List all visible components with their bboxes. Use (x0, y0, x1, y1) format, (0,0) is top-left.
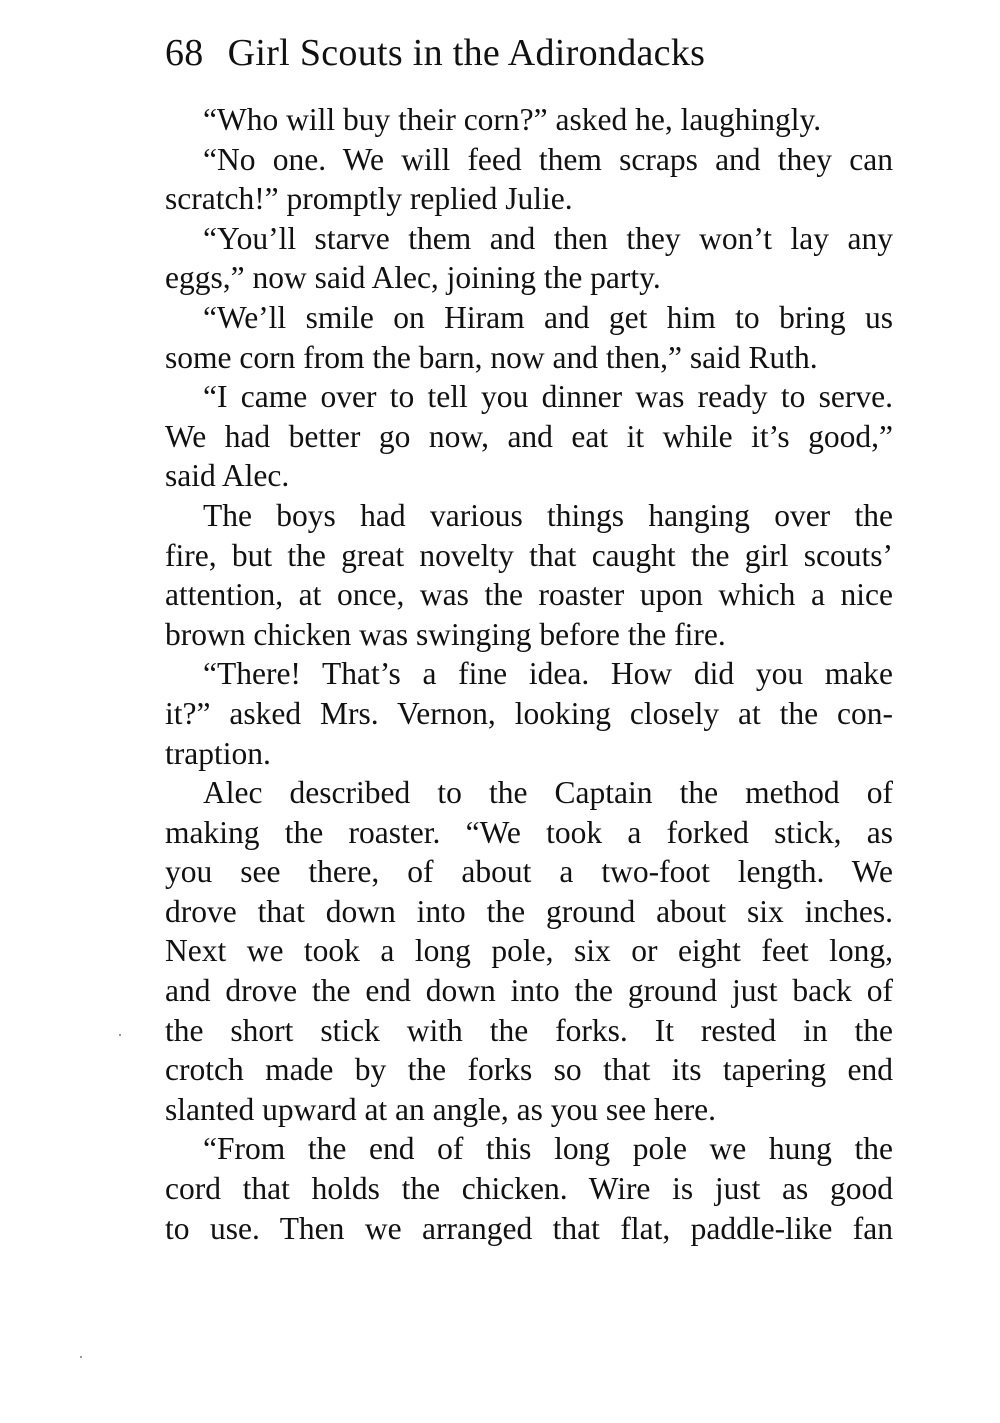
text-line: “You’ll starve them and then they won’t lay any (203, 220, 893, 256)
text-line: cord that holds the chicken. Wire is just as good (165, 1171, 893, 1207)
text-line: eggs,” now said Alec, joining the party. (165, 260, 661, 296)
text-line: attention, at once, was the roaster upon which a nice (165, 577, 893, 613)
text-line: the short stick with the forks. It rested in the (165, 1012, 893, 1048)
text-line: scratch!” promptly replied Julie. (165, 181, 573, 217)
text-line: “From the end of this long pole we hung the (203, 1131, 893, 1167)
running-header (165, 28, 895, 78)
text-line: “We’ll smile on Hiram and get him to bring us (203, 299, 893, 335)
scan-speck (119, 1034, 121, 1036)
text-line: We had better go now, and eat it while it’s good,” (165, 418, 893, 454)
text-line: crotch made by the forks so that its tapering end (165, 1052, 893, 1088)
text-line: you see there, of about a two-foot length. We (165, 854, 893, 890)
text-line: “There! That’s a fine idea. How did you make (203, 656, 893, 692)
book-title: Girl Scouts in the Adirondacks (227, 32, 706, 74)
text-line: The boys had various things hanging over the (203, 497, 893, 533)
text-line: drove that down into the ground about six inches. (165, 893, 893, 929)
text-line: brown chicken was swinging before the fire. (165, 616, 726, 652)
text-line: “Who will buy their corn?” asked he, laughingly. (203, 102, 822, 137)
text-line: “No one. We will feed them scraps and they can (203, 141, 893, 177)
text-line: it?” asked Mrs. Vernon, looking closely at the con- (165, 695, 893, 731)
text-line: making the roaster. “We took a forked stick, as (165, 814, 893, 850)
body-text (165, 100, 893, 1248)
text-line: fire, but the great novelty that caught the girl scouts’ (165, 537, 893, 573)
text-line: Next we took a long pole, six or eight feet long, (165, 933, 893, 969)
text-line: some corn from the barn, now and then,” said Ruth. (165, 339, 818, 375)
text-line: to use. Then we arranged that flat, paddle-like fan (165, 1210, 893, 1246)
text-line: “I came over to tell you dinner was ready to serve. (203, 379, 893, 415)
text-line: slanted upward at an angle, as you see here. (165, 1091, 717, 1127)
text-line: and drove the end down into the ground just back of (165, 973, 893, 1009)
text-line: said Alec. (165, 458, 290, 494)
text-line: traption. (165, 735, 271, 771)
scan-speck (80, 1356, 82, 1358)
text-line: Alec described to the Captain the method of (203, 775, 893, 811)
page-number: 68 (165, 32, 204, 74)
